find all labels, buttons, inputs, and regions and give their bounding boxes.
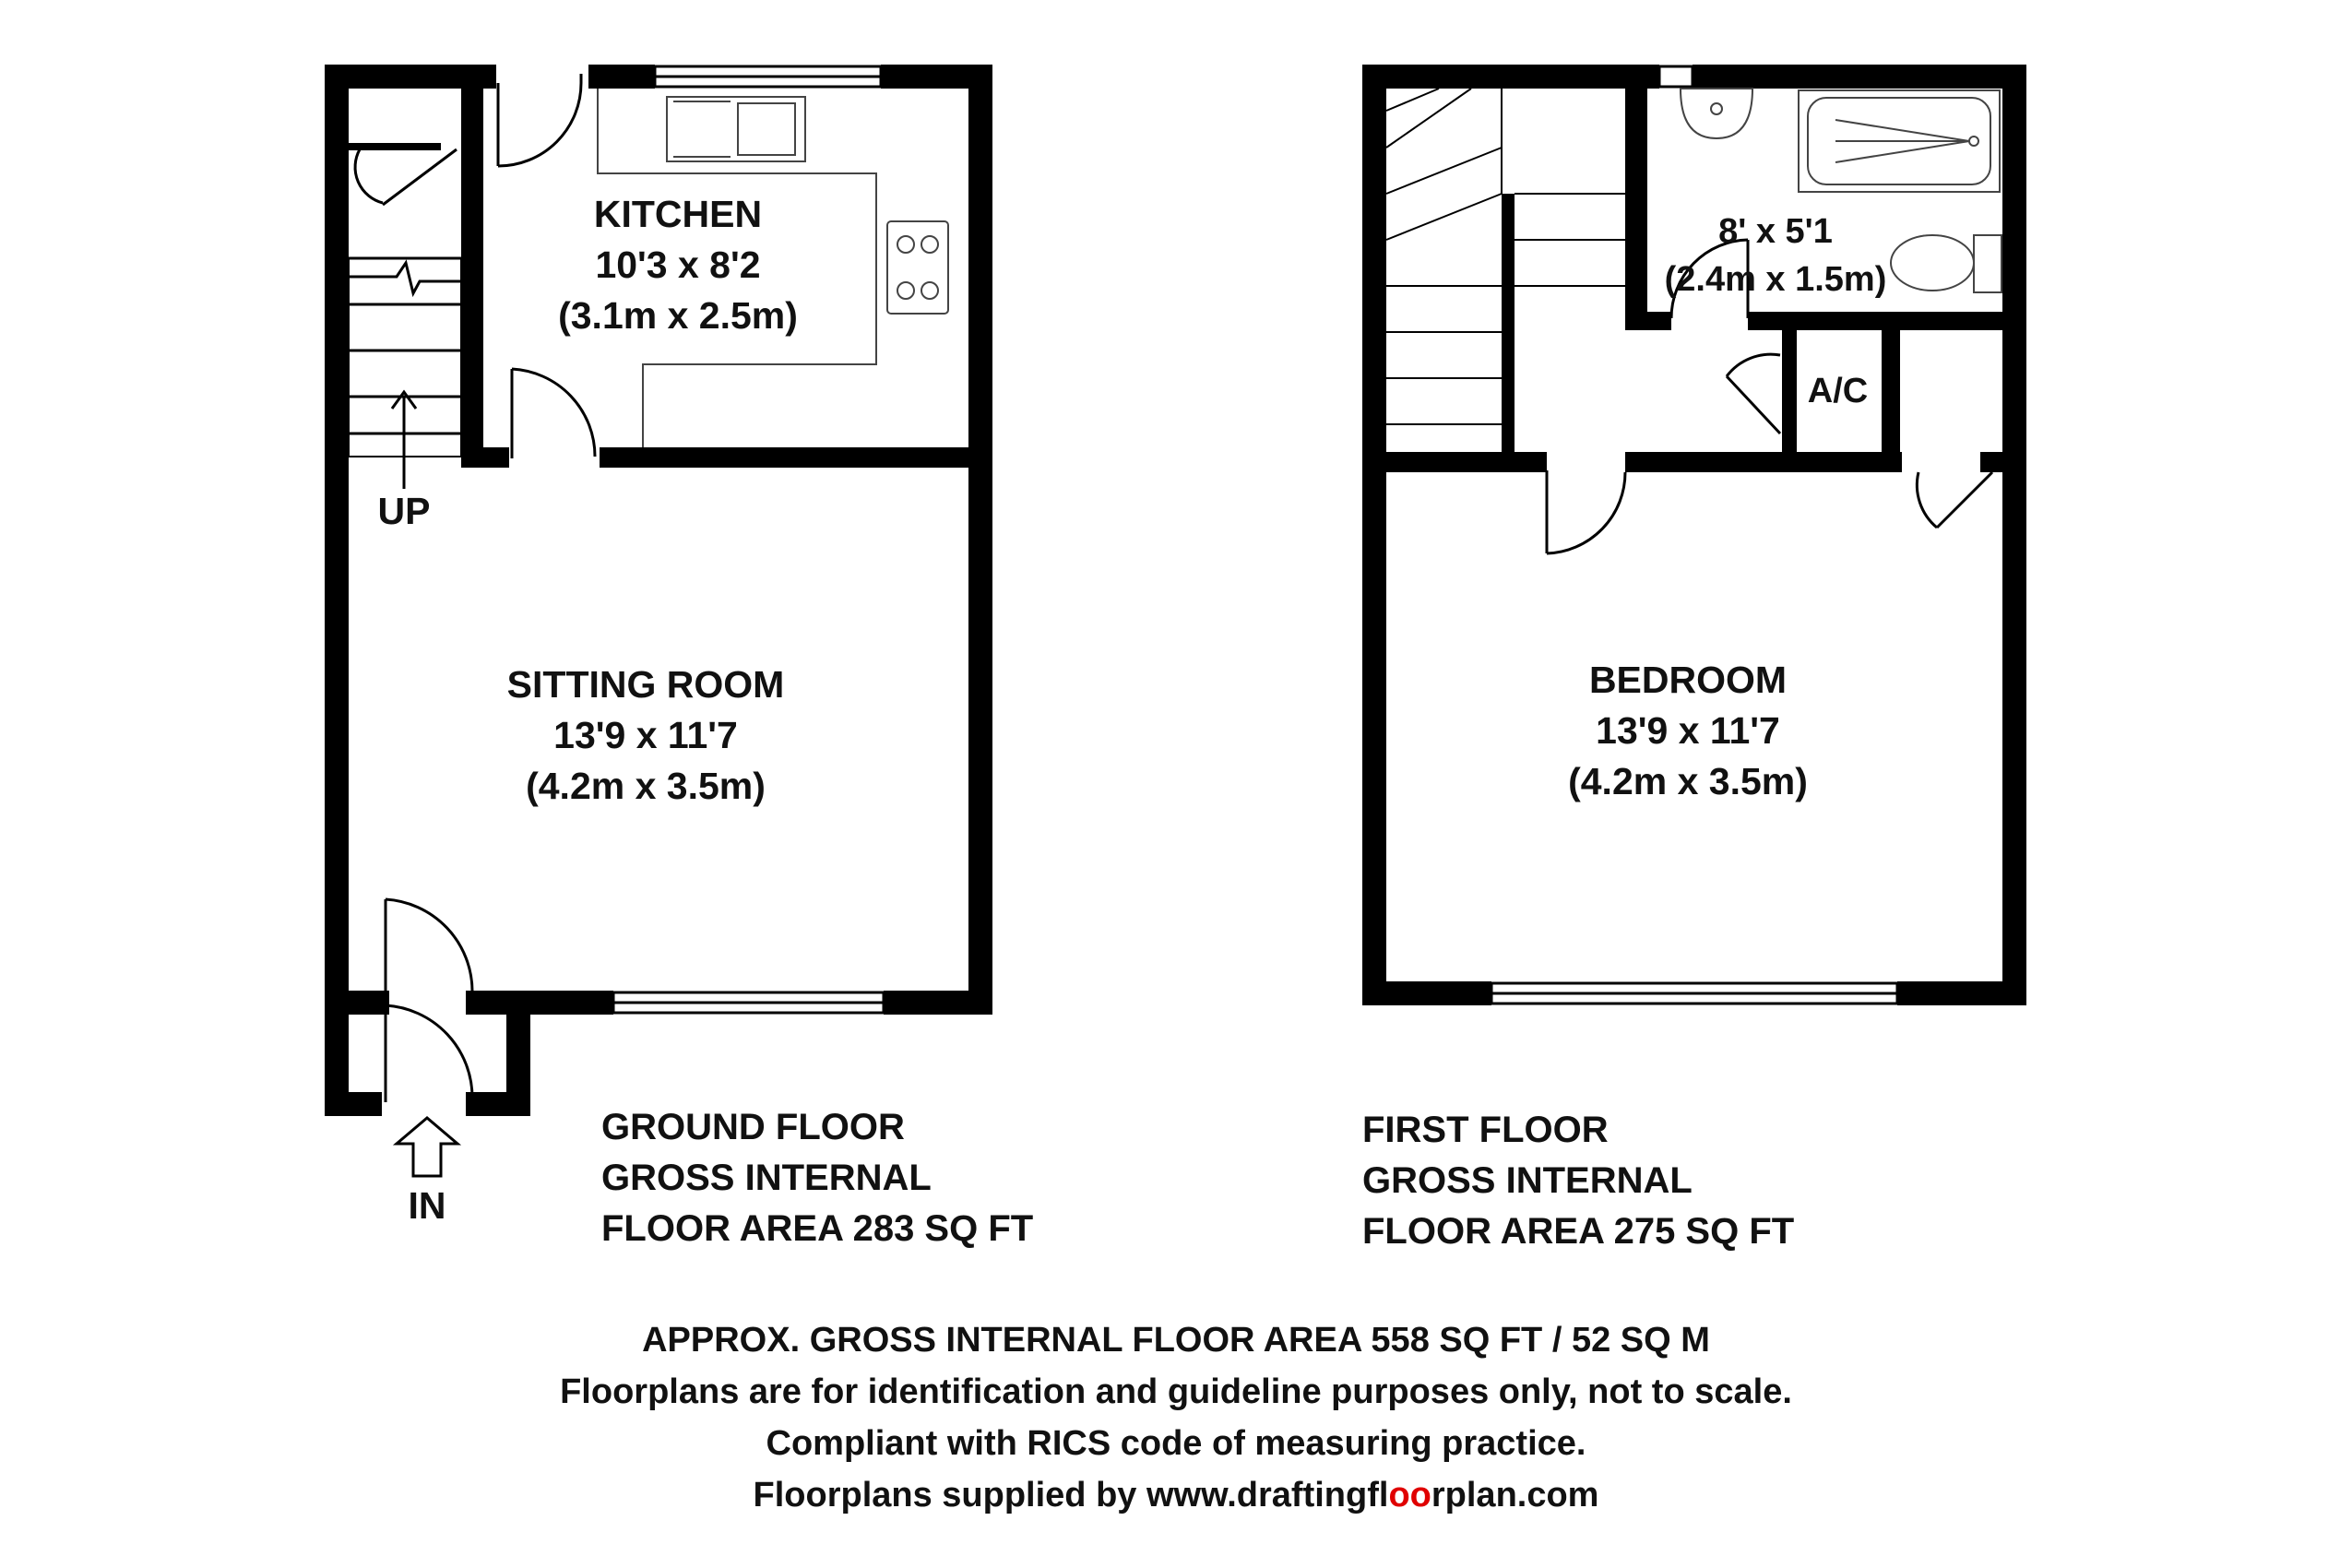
bedroom-dimensions-metric: (4.2m x 3.5m) [1568, 760, 1808, 802]
ground-floor-caption [601, 1102, 1033, 1254]
supplier-prefix: Floorplans supplied by www.draftingfl [753, 1476, 1389, 1515]
sitting-room-name: SITTING ROOM [506, 663, 785, 706]
sitting-room-dimensions-imperial: 13'9 x 11'7 [553, 714, 738, 756]
disclaimer-text: Floorplans are for identification and guideline purposes only, not to scale. [560, 1372, 1792, 1411]
kitchen-dimensions-metric: (3.1m x 2.5m) [558, 294, 798, 337]
sitting-room-dimensions-metric: (4.2m x 3.5m) [526, 765, 766, 807]
bathroom-dimensions-metric: (2.4m x 1.5m) [1664, 260, 1887, 299]
first-floor-plan [1362, 65, 2026, 1005]
sitting-room-label [461, 659, 830, 812]
ground-floor-stairs [349, 258, 461, 489]
compliance-text: Compliant with RICS code of measuring practice. [766, 1424, 1586, 1463]
ground-floor-caption-line1: GROUND FLOOR [601, 1107, 905, 1147]
kitchen-name: KITCHEN [593, 193, 763, 235]
entrance-label: IN [408, 1184, 446, 1227]
total-floor-area: APPROX. GROSS INTERNAL FLOOR AREA 558 SQ FT / 52 SQ M [642, 1321, 1710, 1360]
ground-floor-caption-line3: FLOOR AREA 283 SQ FT [601, 1208, 1034, 1249]
footer-notes [0, 1314, 2352, 1521]
first-floor-caption-line3: FLOOR AREA 275 SQ FT [1362, 1211, 1795, 1252]
stairs-up-label: UP [377, 490, 431, 532]
first-floor-caption-line1: FIRST FLOOR [1362, 1110, 1609, 1150]
supplier-suffix: rplan.com [1431, 1476, 1599, 1515]
supplier-highlight: oo [1388, 1476, 1431, 1515]
kitchen-label [512, 189, 844, 341]
bedroom-label [1513, 655, 1863, 807]
supplier-credit [0, 1469, 2352, 1521]
bedroom-name: BEDROOM [1588, 659, 1788, 701]
bathroom-dimensions-imperial: 8' x 5'1 [1718, 212, 1833, 251]
first-floor-walls [1362, 65, 2026, 1005]
bedroom-dimensions-imperial: 13'9 x 11'7 [1596, 709, 1780, 752]
first-floor-caption [1362, 1105, 1794, 1257]
entrance-arrow-icon [397, 1118, 457, 1176]
airing-cupboard-label: A/C [1807, 372, 1869, 410]
first-floor-caption-line2: GROSS INTERNAL [1362, 1160, 1693, 1201]
bathroom-label [1637, 208, 1914, 303]
kitchen-dimensions-imperial: 10'3 x 8'2 [595, 244, 761, 286]
ground-floor-caption-line2: GROSS INTERNAL [601, 1158, 932, 1198]
